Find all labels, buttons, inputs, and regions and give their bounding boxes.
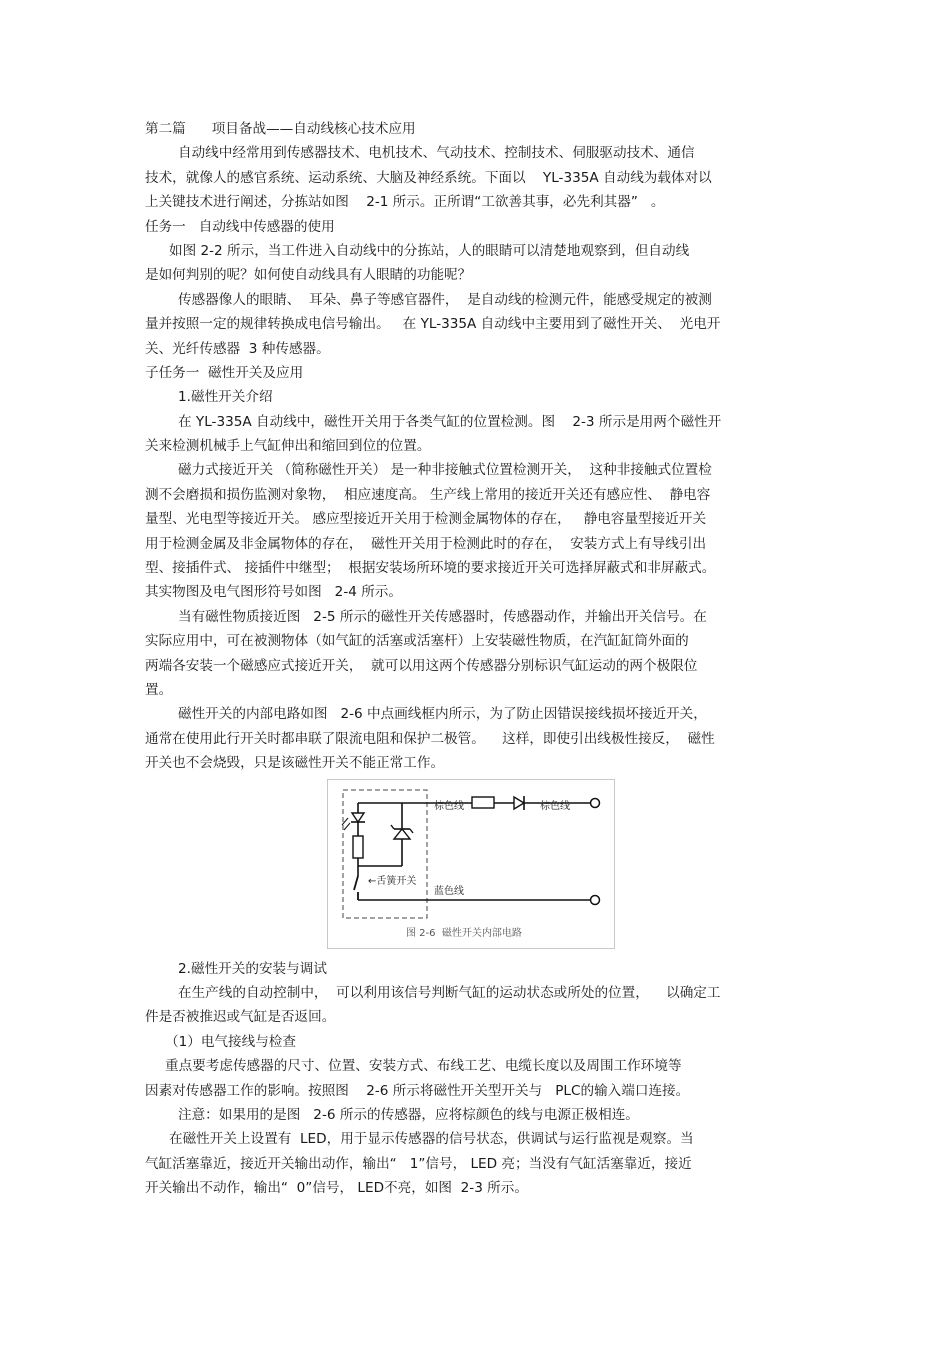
paragraph-line: 开关也不会烧毁，只是该磁性开关不能正常工作。 — [145, 755, 445, 772]
section-heading: 1.磁性开关介绍 — [178, 389, 273, 406]
paragraph-line: 其实物图及电气图形符号如图 2-4 所示。 — [145, 584, 402, 601]
label-brown-inner: 棕色线 — [434, 800, 464, 812]
paragraph-line: 如图 2-2 所示，当工件进入自动线中的分拣站，人的眼睛可以清楚地观察到，但自动线 — [169, 242, 690, 259]
zener-diode — [394, 829, 410, 839]
task-heading: 任务一 自动线中传感器的使用 — [145, 218, 335, 235]
paragraph-line: 自动线中经常用到传感器技术、电机技术、气动技术、控制技术、伺服驱动技术、通信 — [178, 145, 695, 162]
paragraph-line: 当有磁性物质接近图 2-5 所示的磁性开关传感器时，传感器动作，并输出开关信号。在 — [178, 608, 707, 625]
paragraph-line: 是如何判别的呢？如何使自动线具有人眼睛的功能呢？ — [145, 267, 472, 284]
label-blue: 蓝色线 — [434, 885, 464, 897]
paragraph-line: 在磁性开关上设置有 LED，用于显示传感器的信号状态，供调试与运行监视是观察。当 — [169, 1131, 694, 1148]
paragraph-line: 在 YL-335A 自动线中，磁性开关用于各类气缸的位置检测。图 2-3 所示是用两个磁性开 — [178, 413, 722, 430]
paragraph-line: 关、光纤传感器 3 种传感器。 — [145, 340, 330, 357]
paragraph-line: 实际应用中，可在被测物体（如气缸的活塞或活塞杆）上安装磁性物质，在汽缸缸筒外面的 — [145, 633, 689, 650]
paragraph-line: 技术，就像人的感官系统、运动系统、大脑及神经系统。下面以 YL-335A 自动线为载体对以 — [145, 169, 712, 186]
circuit-diagram — [328, 780, 614, 948]
chapter-heading: 第二篇 项目备战——自动线核心技术应用 — [145, 121, 416, 137]
paragraph-line: 件是否被推迟或气缸是否返回。 — [145, 1009, 336, 1026]
paragraph-line: 在生产线的自动控制中， 可以利用该信号判断气缸的运动状态或所处的位置， 以确定工 — [178, 984, 721, 1001]
paragraph-line: 两端各安装一个磁感应式接近开关， 就可以用这两个传感器分别标识气缸运动的两个极限位 — [145, 657, 698, 674]
paragraph-line: 磁力式接近开关 （简称磁性开关） 是一种非接触式位置检测开关， 这种非接触式位置检 — [178, 462, 712, 479]
paragraph-line: 传感器像人的眼睛、 耳朵、鼻子等感官器件， 是自动线的检测元件，能感受规定的被测 — [178, 291, 712, 308]
paragraph-line: 磁性开关的内部电路如图 2-6 中点画线框内所示，为了防止因错误接线损坏接近开关， — [178, 706, 707, 723]
paragraph-line: 型、接插件式、 接插件中继型； 根据安装场所环境的要求接近开关可选择屏蔽式和非屏蔽式。 — [145, 560, 716, 577]
paragraph-line: 因素对传感器工作的影响。按照图 2-6 所示将磁性开关型开关与 PLC的输入端口连接。 — [145, 1082, 690, 1099]
terminal-negative — [591, 895, 600, 904]
section-heading: 2.磁性开关的安装与调试 — [178, 960, 327, 977]
figure-reed-switch-circuit — [327, 779, 615, 949]
note-line: 注意：如果用的是图 2-6 所示的传感器，应将棕颜色的线与电源正极相连。 — [178, 1106, 639, 1123]
paragraph-line: 关来检测机械手上气缸伸出和缩回到位的位置。 — [145, 438, 431, 455]
paragraph-line: 通常在使用此行开关时都串联了限流电阻和保护二极管。 这样，即使引出线极性接反， 磁性 — [145, 730, 715, 747]
label-reed-switch: ←舌簧开关 — [368, 875, 417, 887]
document-body — [145, 117, 810, 1200]
terminal-positive — [591, 798, 600, 807]
paragraph-line: 用于检测金属及非金属物体的存在， 磁性开关用于检测此时的存在， 安装方式上有导线引出 — [145, 535, 707, 552]
label-brown-outer: 棕色线 — [540, 800, 570, 812]
paragraph-line: 气缸活塞靠近，接近开关输出动作，输出“ 1”信号， LED 亮；当没有气缸活塞靠近，接近 — [145, 1155, 692, 1172]
paragraph-line: 重点要考虑传感器的尺寸、位置、安装方式、布线工艺、电缆长度以及周围工作环境等 — [165, 1058, 682, 1075]
subsection-heading: （1）电气接线与检查 — [165, 1033, 296, 1050]
resistor-external — [472, 797, 494, 808]
led-symbol — [352, 813, 364, 822]
resistor-internal — [353, 836, 363, 858]
paragraph-line: 置。 — [145, 681, 173, 698]
paragraph-line: 量型、光电型等接近开关。 感应型接近开关用于检测金属物体的存在， 静电容量型接近开关 — [145, 511, 707, 528]
paragraph-line: 开关输出不动作，输出“ 0”信号， LED不亮，如图 2-3 所示。 — [145, 1180, 528, 1197]
paragraph-line: 上关键技术进行阐述，分拣站如图 2-1 所示。正所谓“工欲善其事，必先利其器” 。 — [145, 194, 665, 211]
subtask-heading: 子任务一 磁性开关及应用 — [145, 364, 304, 381]
paragraph-line: 量并按照一定的规律转换成电信号输出。 在 YL-335A 自动线中主要用到了磁性开关、 光电开 — [145, 316, 721, 333]
figure-caption: 图 2-6 磁性开关内部电路 — [406, 927, 522, 939]
paragraph-line: 测不会磨损和损伤监测对象物， 相应速度高。 生产线上常用的接近开关还有感应性、 静电容 — [145, 486, 711, 503]
diode-external — [514, 797, 524, 809]
reed-switch — [354, 876, 358, 890]
